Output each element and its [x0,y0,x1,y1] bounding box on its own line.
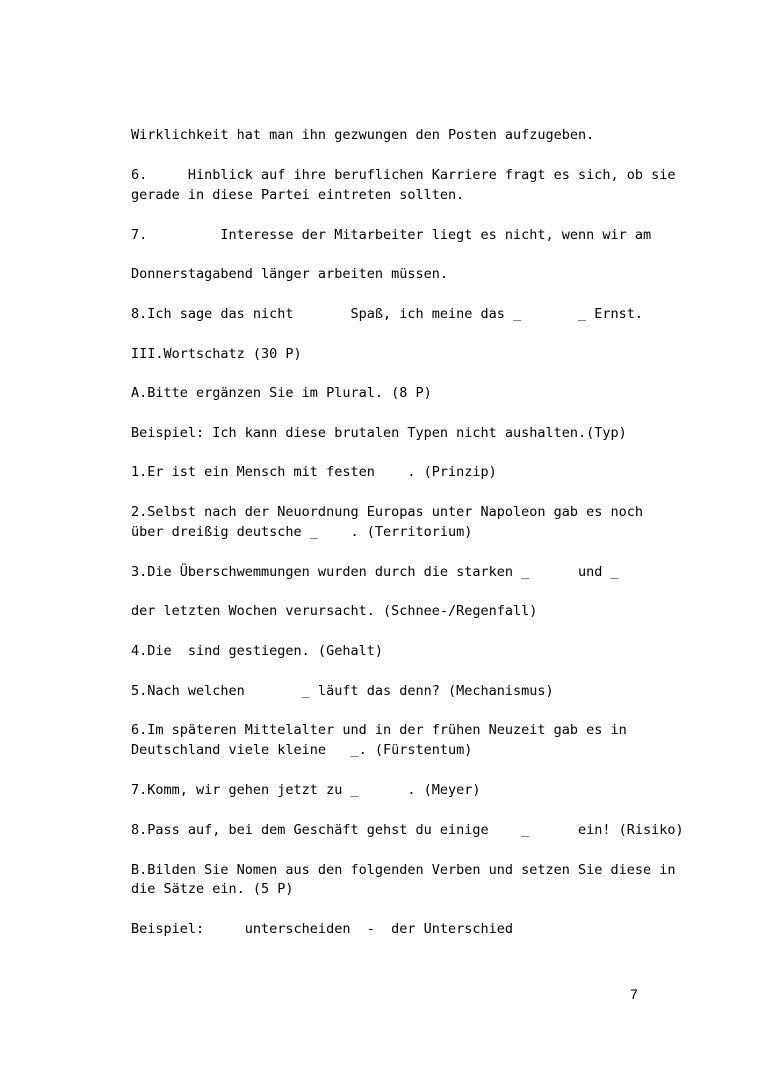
text-line: 8.Ich sage das nicht Spaß, ich meine das _ _ Ernst. [131,306,644,322]
text-line: 3.Die Überschwemmungen wurden durch die starken _ und _ [131,564,619,580]
text-line: Wirklichkeit hat man ihn gezwungen den Posten aufzugeben. [131,127,595,143]
text-line: Beispiel: unterscheiden - der Unterschied [131,921,514,937]
text-line: 8.Pass auf, bei dem Geschäft gehst du einige _ ein! (Risiko) [131,822,684,838]
text-line: 4.Die sind gestiegen. (Gehalt) [131,643,383,659]
text-line: gerade in diese Partei eintreten sollten. [131,187,465,203]
text-line: 6.Im späteren Mittelalter und in der frühen Neuzeit gab es in [131,722,627,738]
text-line: 1.Er ist ein Mensch mit festen . (Prinzip) [131,464,497,480]
text-line: 6. Hinblick auf ihre beruflichen Karriere fragt es sich, ob sie [131,167,676,183]
text-line: 2.Selbst nach der Neuordnung Europas unter Napoleon gab es noch [131,504,644,520]
subsection-heading: B.Bilden Sie Nomen aus den folgenden Verben und setzen Sie diese in [131,862,676,878]
subsection-heading: A.Bitte ergänzen Sie im Plural. (8 P) [131,385,432,401]
text-line: 7. Interesse der Mitarbeiter liegt es nicht, wenn wir am [131,227,652,243]
text-line: 7.Komm, wir gehen jetzt zu _ . (Meyer) [131,782,481,798]
text-line: Deutschland viele kleine _. (Fürstentum) [131,742,473,758]
text-line: Donnerstagabend länger arbeiten müssen. [131,266,448,282]
text-line: die Sätze ein. (5 P) [131,881,294,897]
page-number: 7 [630,986,638,1002]
section-heading: III.Wortschatz (30 P) [131,346,302,362]
text-line: 5.Nach welchen _ läuft das denn? (Mechanismus) [131,683,554,699]
text-line: über dreißig deutsche _ . (Territorium) [131,524,473,540]
text-line: der letzten Wochen verursacht. (Schnee-/Regenfall) [131,603,538,619]
text-line: Beispiel: Ich kann diese brutalen Typen nicht aushalten.(Typ) [131,425,627,441]
